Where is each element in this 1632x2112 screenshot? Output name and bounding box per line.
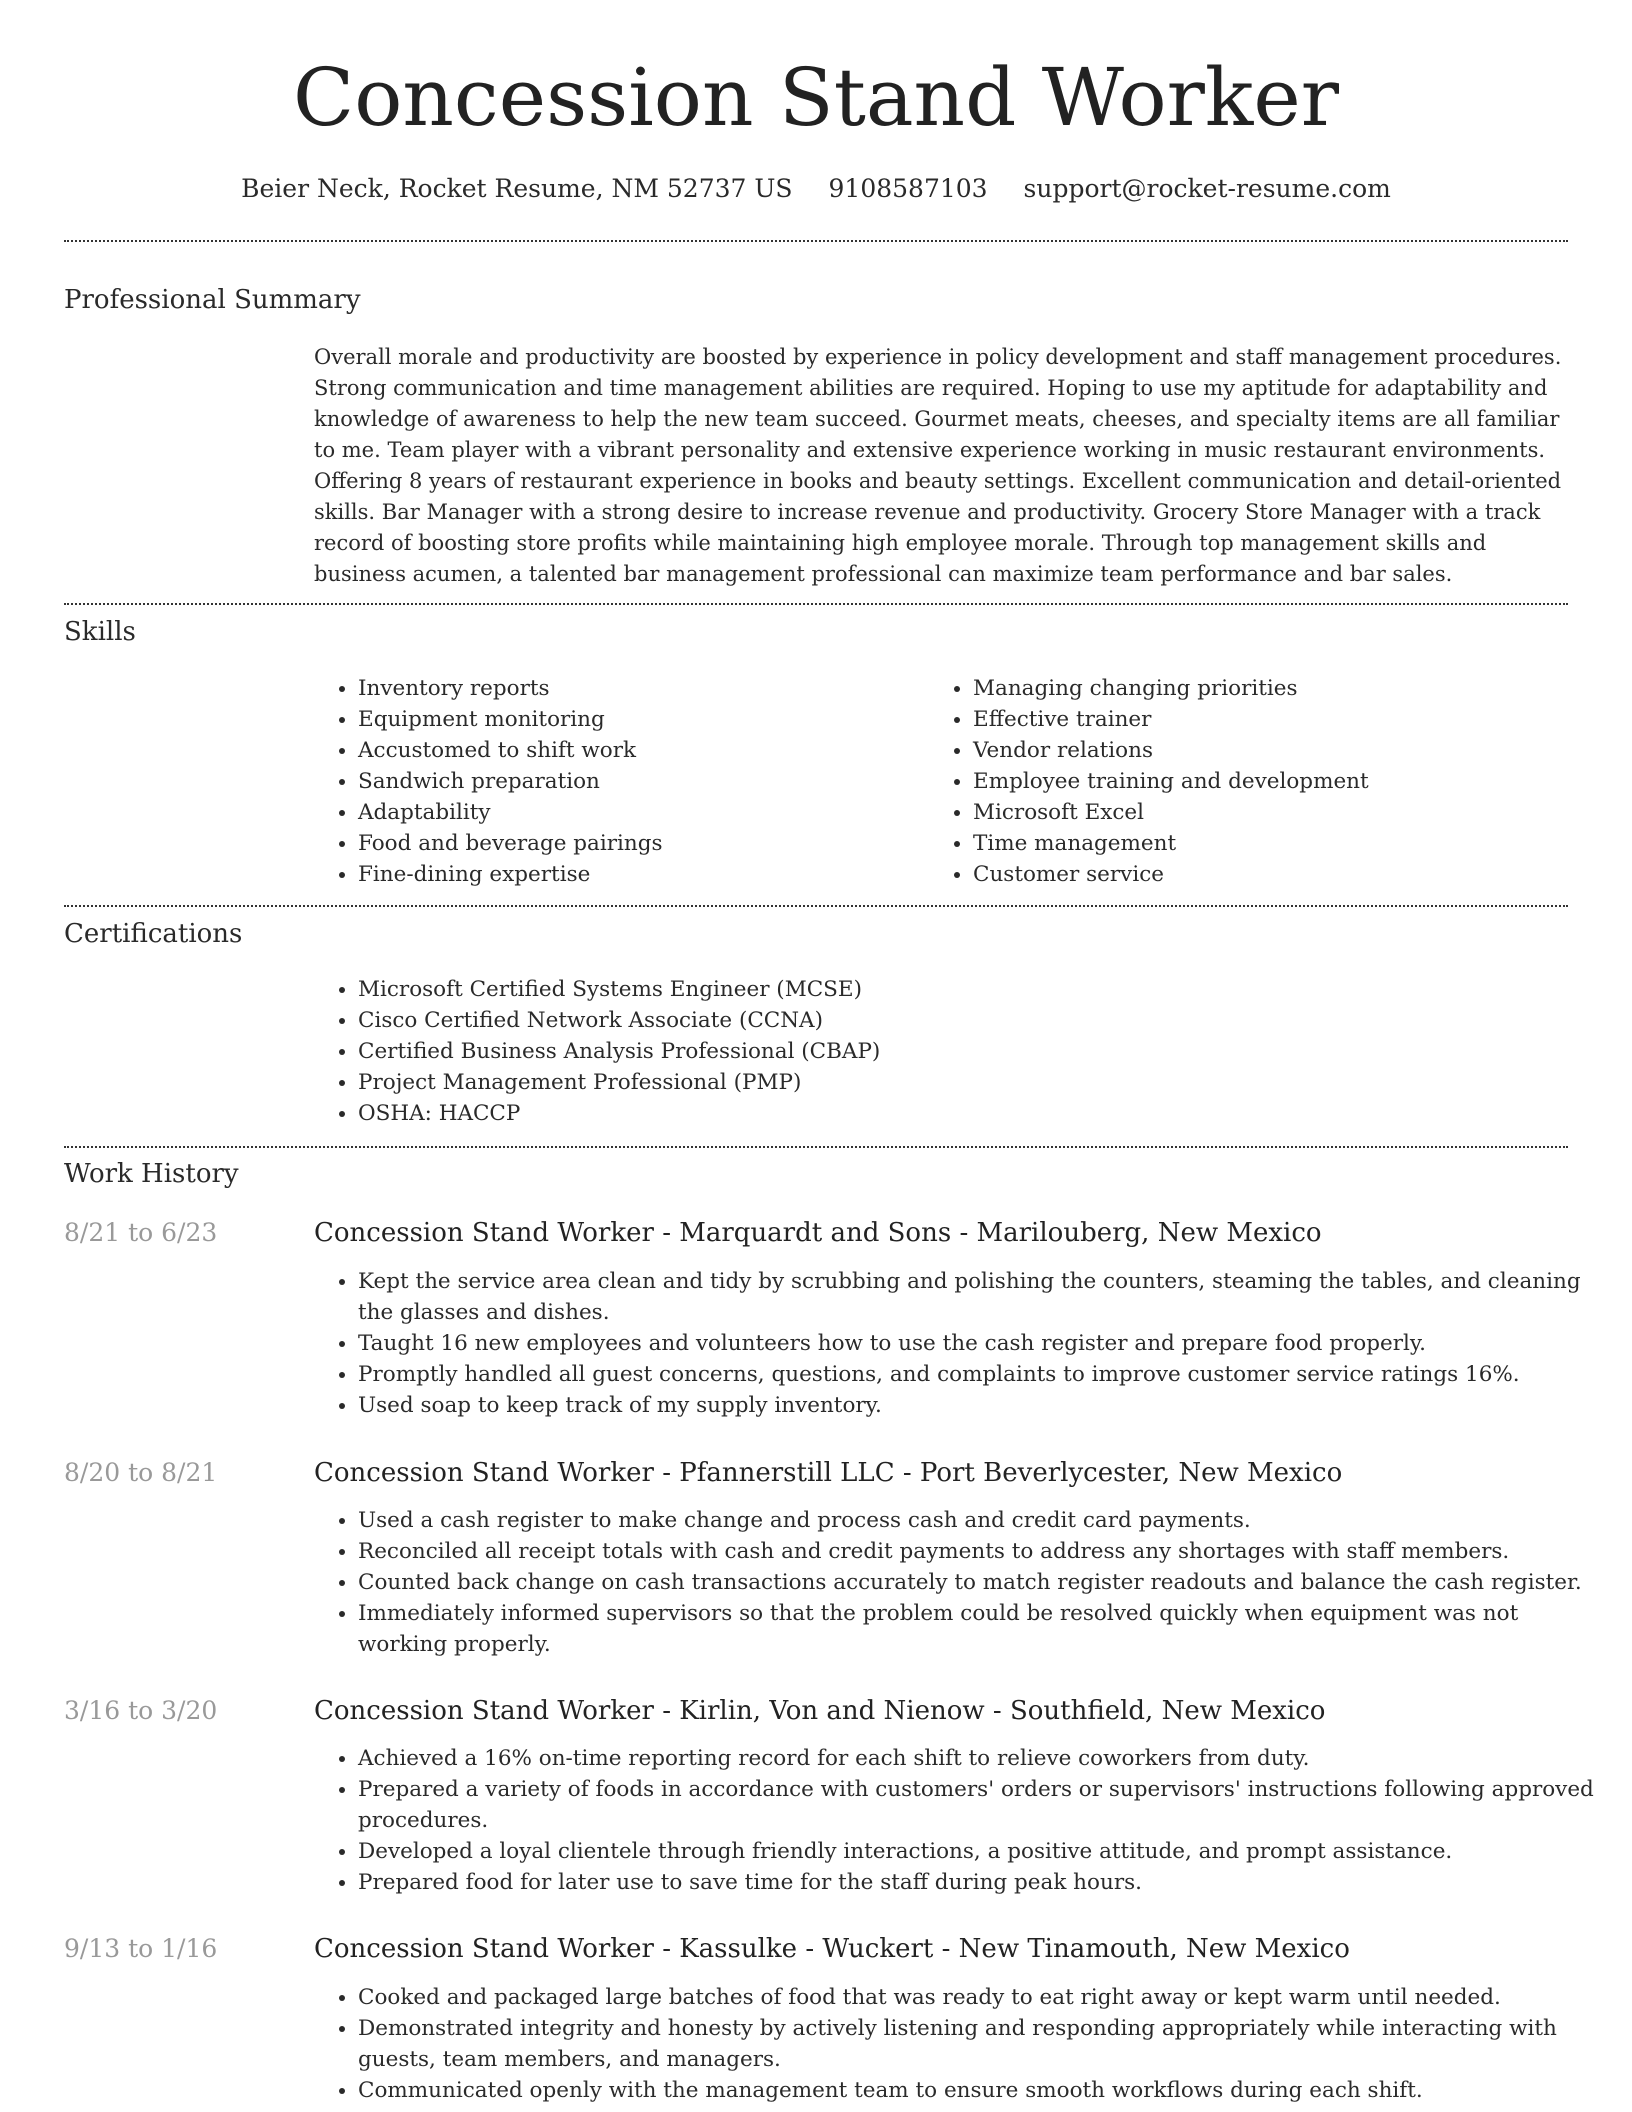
divider: [64, 905, 1568, 907]
skill-item: • Equipment monitoring: [358, 704, 918, 735]
certifications-heading: Certifications: [64, 919, 243, 949]
skill-item: • Food and beverage pairings: [358, 828, 918, 859]
job-bullet: • Used a cash register to make change and process cash and credit card payments.: [358, 1505, 1612, 1536]
certifications-list: [314, 974, 1358, 1129]
job-bullet: • Prepared a variety of foods in accordance with customers' orders or supervisors' instructions following approved procedures.: [358, 1774, 1612, 1836]
skills-list-left: [314, 673, 918, 890]
skill-item: • Fine-dining expertise: [358, 859, 918, 890]
skill-item: • Microsoft Excel: [973, 797, 1593, 828]
skill-item: • Vendor relations: [973, 735, 1593, 766]
skill-item: • Managing changing priorities: [973, 673, 1593, 704]
divider: [64, 240, 1568, 242]
job-bullet: • Cooked and packaged large batches of food that was ready to eat right away or kept warm until needed.: [358, 1982, 1612, 2013]
skill-item: • Employee training and development: [973, 766, 1593, 797]
job-bullet: • Kept the service area clean and tidy by scrubbing and polishing the counters, steaming the tables, and cleaning the glasses and dishes.: [358, 1266, 1612, 1328]
contact-address: Beier Neck, Rocket Resume, NM 52737 US: [241, 174, 793, 203]
job-bullet: • Used soap to keep track of my supply inventory.: [358, 1390, 1612, 1421]
job-dates: 9/13 to 1/16: [64, 1934, 218, 1963]
job-bullets: [314, 1982, 1612, 2106]
skill-item: • Sandwich preparation: [358, 766, 918, 797]
skills-list-right: [929, 673, 1593, 890]
job-bullet: • Immediately informed supervisors so that the problem could be resolved quickly when equipment was not working properly.: [358, 1598, 1612, 1660]
summary-text: Overall morale and productivity are boosted by experience in policy development and staff management procedures. Strong communication and time management abilities are required. Hoping to use my aptitude for adaptability and knowledge of awareness to help the new team succeed. Gourmet meats, cheeses, and specialty items are all familiar to me. Team player with a vibrant personality and extensive experience working in music restaurant environments. Offering 8 years of restaurant experience in books and beauty settings. Excellent communication and detail-oriented skills. Bar Manager with a strong desire to increase revenue and productivity. Grocery Store Manager with a track record of boosting store profits while maintaining high employee morale. Through top management skills and business acumen, a talented bar management professional can maximize team performance and bar sales.: [314, 345, 1562, 586]
contact-email: support@rocket-resume.com: [1023, 174, 1391, 203]
divider: [64, 1146, 1568, 1148]
certification-item: • Microsoft Certified Systems Engineer (MCSE): [358, 974, 1358, 1005]
job-bullet: • Counted back change on cash transactions accurately to match register readouts and balance the cash register.: [358, 1567, 1612, 1598]
skill-item: • Customer service: [973, 859, 1593, 890]
skills-heading: Skills: [64, 617, 136, 647]
certification-item: • Cisco Certified Network Associate (CCNA): [358, 1005, 1358, 1036]
certification-item: • OSHA: HACCP: [358, 1098, 1358, 1129]
skill-item: • Adaptability: [358, 797, 918, 828]
job-bullet: • Prepared food for later use to save time for the staff during peak hours.: [358, 1867, 1612, 1898]
job-dates: 3/16 to 3/20: [64, 1696, 218, 1725]
skill-item: • Effective trainer: [973, 704, 1593, 735]
job-bullet: • Achieved a 16% on-time reporting record for each shift to relieve coworkers from duty.: [358, 1743, 1612, 1774]
job-bullet: • Taught 16 new employees and volunteers how to use the cash register and prepare food properly.: [358, 1328, 1612, 1359]
job-bullet: • Developed a loyal clientele through friendly interactions, a positive attitude, and prompt assistance.: [358, 1836, 1612, 1867]
job-bullet: • Reconciled all receipt totals with cash and credit payments to address any shortages with staff members.: [358, 1536, 1612, 1567]
contact-phone: 9108587103: [828, 174, 988, 203]
job-bullets: [314, 1505, 1612, 1660]
job-title: Concession Stand Worker - Kassulke - Wuckert - New Tinamouth, New Mexico: [314, 1934, 1350, 1964]
skill-item: • Accustomed to shift work: [358, 735, 918, 766]
job-title: Concession Stand Worker - Pfannerstill LLC - Port Beverlycester, New Mexico: [314, 1458, 1343, 1488]
contact-line: [0, 170, 1632, 208]
job-bullet: • Promptly handled all guest concerns, questions, and complaints to improve customer service ratings 16%.: [358, 1359, 1612, 1390]
resume-name: Concession Stand Worker: [293, 51, 1339, 144]
job-bullets: [314, 1266, 1612, 1421]
summary-heading: Professional Summary: [64, 285, 361, 315]
job-title: Concession Stand Worker - Marquardt and Sons - Marilouberg, New Mexico: [314, 1218, 1322, 1248]
certification-item: • Project Management Professional (PMP): [358, 1067, 1358, 1098]
skill-item: • Time management: [973, 828, 1593, 859]
divider: [64, 603, 1568, 605]
certification-item: • Certified Business Analysis Professional (CBAP): [358, 1036, 1358, 1067]
skill-item: • Inventory reports: [358, 673, 918, 704]
work-history-heading: Work History: [64, 1159, 239, 1189]
job-bullet: • Demonstrated integrity and honesty by actively listening and responding appropriately while interacting with guests, team members, and managers.: [358, 2013, 1612, 2075]
job-title: Concession Stand Worker - Kirlin, Von and Nienow - Southfield, New Mexico: [314, 1696, 1326, 1726]
job-bullets: [314, 1743, 1612, 1898]
job-dates: 8/20 to 8/21: [64, 1458, 218, 1487]
job-bullet: • Communicated openly with the management team to ensure smooth workflows during each shift.: [358, 2075, 1612, 2106]
job-dates: 8/21 to 6/23: [64, 1218, 218, 1247]
